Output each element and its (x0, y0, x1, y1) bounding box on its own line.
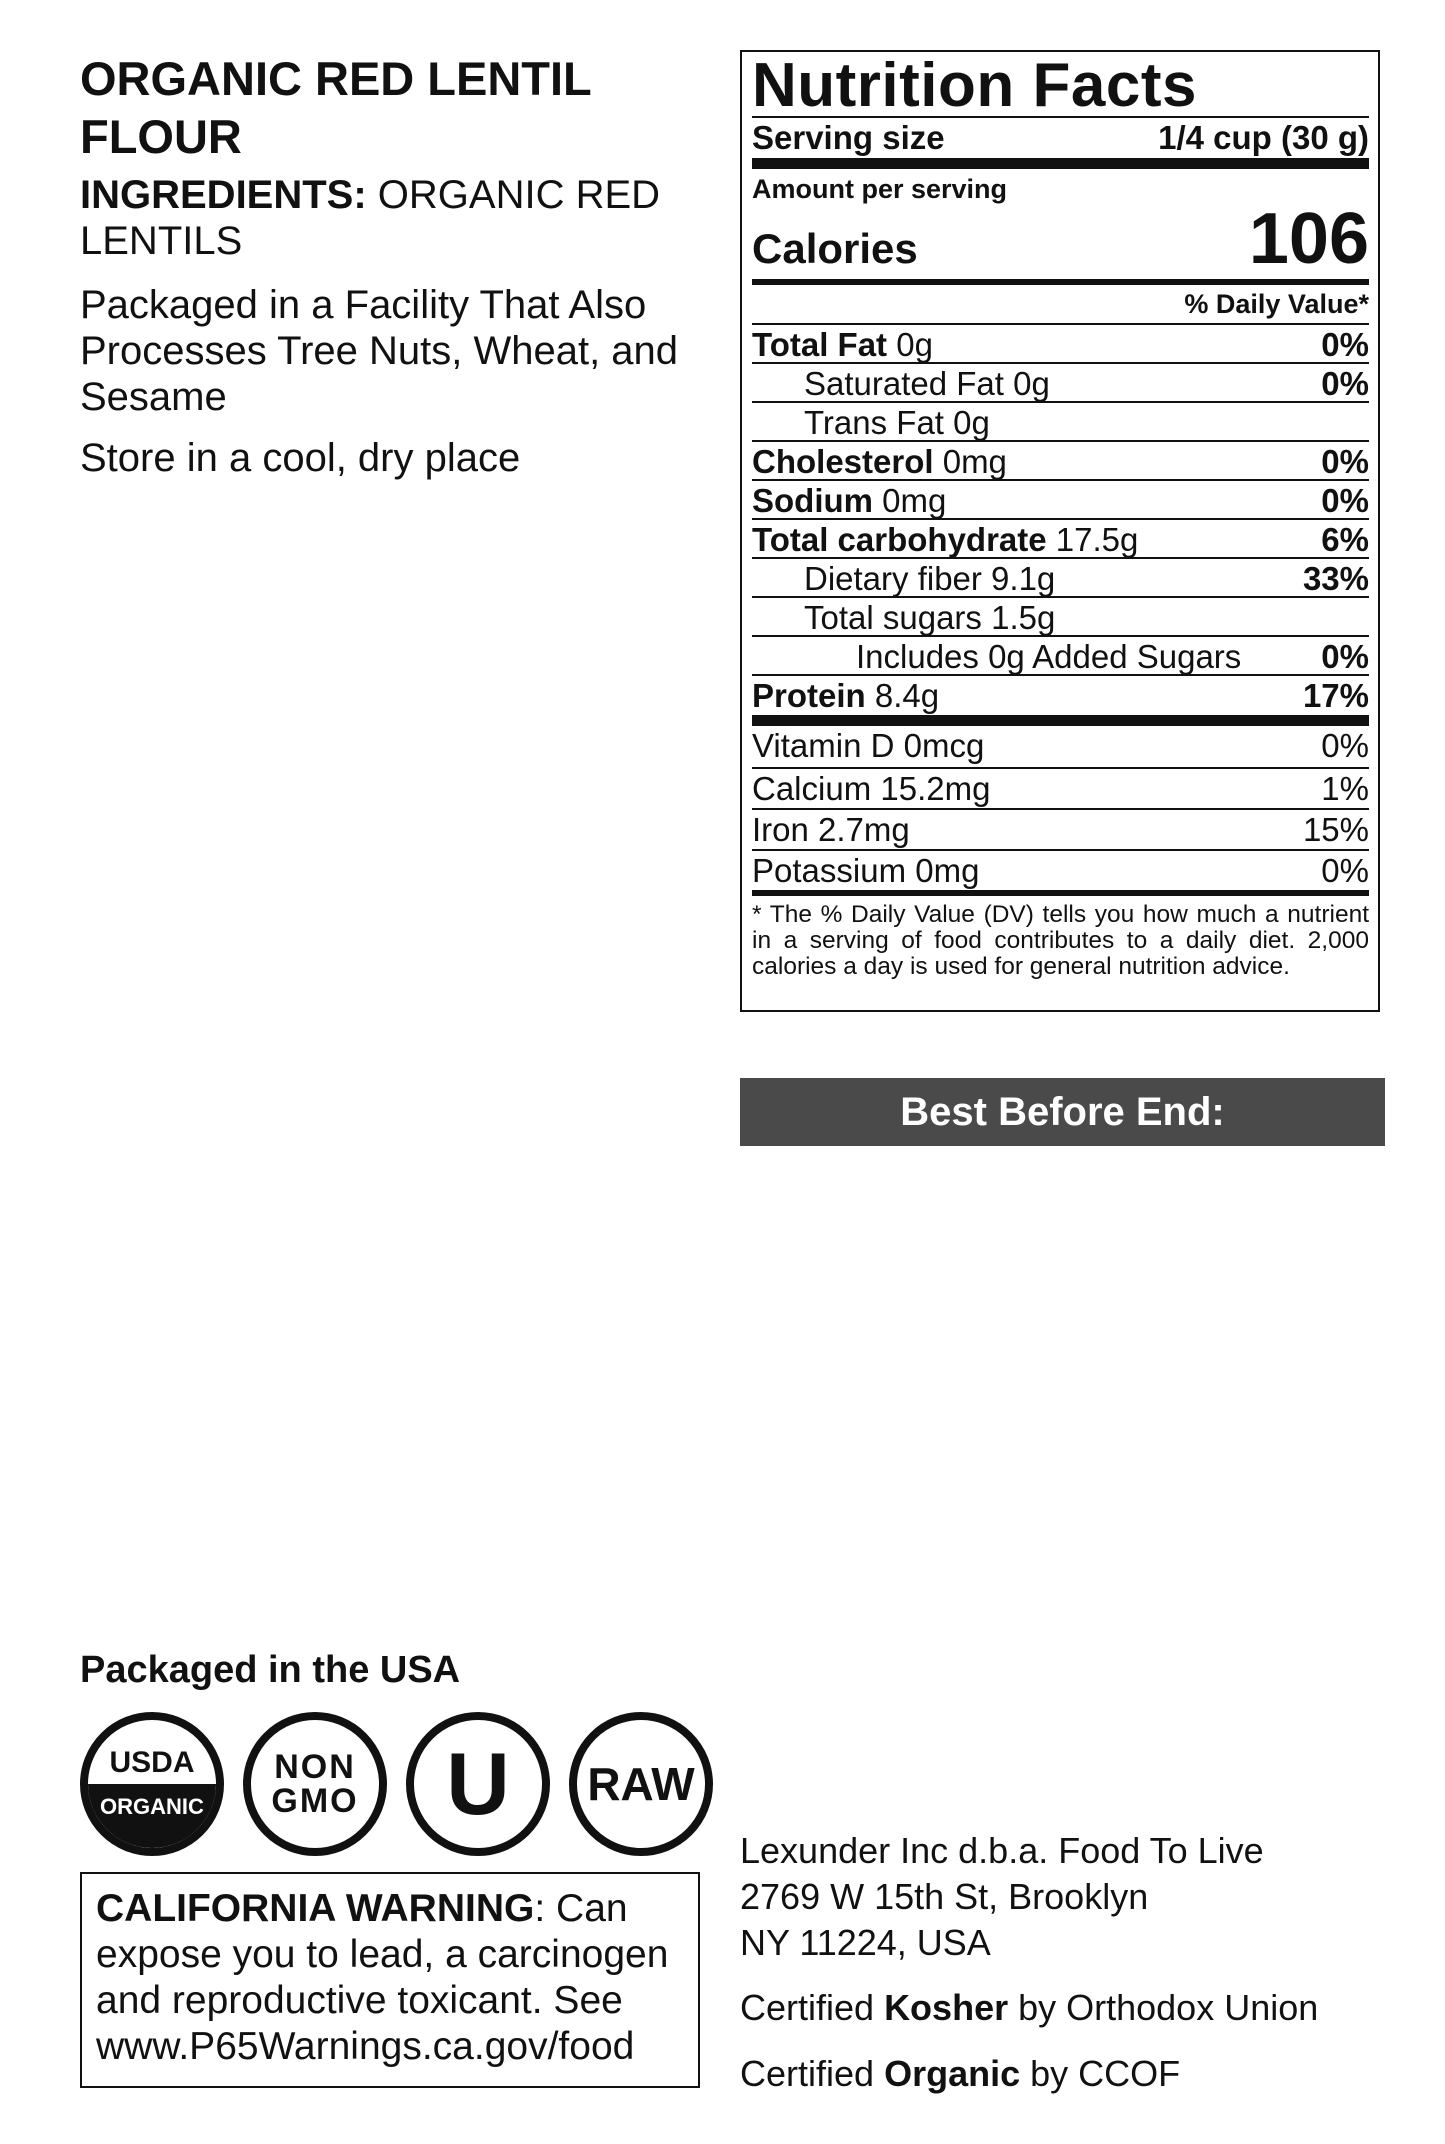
calories-value: 106 (1248, 199, 1369, 279)
vitamin-name: Iron 2.7mg (752, 811, 910, 848)
raw-icon (569, 1712, 713, 1856)
nutrient-amount: 0mg (873, 482, 947, 519)
nutrient-name: Saturated Fat 0g (804, 365, 1050, 402)
non-gmo-icon (243, 1712, 387, 1856)
vitamin-name: Calcium 15.2mg (752, 770, 991, 807)
nutrient-percent: 0% (1321, 482, 1369, 519)
company-street: 2769 W 15th St, Brooklyn (740, 1876, 1149, 1917)
organic-bold: Organic (884, 2053, 1021, 2094)
vitamin-row (752, 808, 1369, 849)
nutrient-name: Trans Fat 0g (804, 404, 990, 441)
company-city: NY 11224, USA (740, 1922, 991, 1963)
nutrient-percent: 17% (1302, 677, 1369, 714)
nutrient-row (752, 518, 1369, 557)
nutrient-name: Dietary fiber 9.1g (804, 560, 1056, 597)
ingredients-text: ORGANIC RED LENTILS (80, 173, 661, 263)
nutrient-percent: 0% (1321, 638, 1369, 675)
daily-value-footnote: * The % Daily Value (DV) tells you how much a nutrient in a serving of food contributes to a daily diet. 2,000 calories a day is used for general nutrition advice. (752, 901, 1369, 980)
vitamin-row (752, 767, 1369, 808)
nutrient-row (752, 401, 1369, 440)
kosher-prefix: Certified (740, 1987, 885, 2028)
company-name: Lexunder Inc d.b.a. Food To Live (740, 1830, 1264, 1871)
nutrient-row (752, 557, 1369, 596)
packaged-in-usa: Packaged in the USA (80, 1649, 461, 1691)
nutrition-facts-title: Nutrition Facts (752, 51, 1197, 120)
nutrient-name: Total Fat (752, 326, 888, 363)
nutrient-row (752, 635, 1369, 674)
organic-suffix: by CCOF (1020, 2053, 1181, 2094)
vitamin-percent: 1% (1321, 770, 1369, 807)
ingredients-statement (80, 172, 720, 264)
best-before-banner: Best Before End: (740, 1078, 1385, 1146)
vitamins-list (752, 726, 1369, 890)
allergen-statement: Packaged in a Facility That Also Processes Tree Nuts, Wheat, and Sesame (80, 283, 679, 419)
kosher-certification (740, 1985, 1318, 2031)
nutrient-amount: 8.4g (865, 677, 940, 714)
vitamin-name: Potassium 0mg (752, 852, 980, 889)
ca-warning-text: : Can expose you to lead, a carcinogen and reproductive toxicant. See www.P65Warnings.ca.gov/food (96, 1887, 669, 2068)
usda-organic-icon (80, 1712, 224, 1856)
vitamin-percent: 0% (1321, 852, 1369, 889)
nutrient-row (752, 479, 1369, 518)
kosher-bold: Kosher (884, 1987, 1009, 2028)
organic-certification (740, 2051, 1180, 2097)
nutrient-name: Includes 0g Added Sugars (856, 638, 1242, 675)
california-warning-box (80, 1872, 700, 2088)
calories-label: Calories (752, 225, 918, 272)
product-title: ORGANIC RED LENTIL FLOUR (80, 52, 591, 163)
calories-row (752, 199, 1369, 279)
nutrient-percent: 0% (1321, 443, 1369, 480)
usda-text: USDA (109, 1746, 195, 1779)
nutrient-percent: 6% (1321, 521, 1369, 558)
nutrient-amount: 17.5g (1046, 521, 1139, 558)
nutrient-amount: 0mg (933, 443, 1007, 480)
kosher-suffix: by Orthodox Union (1008, 1987, 1319, 2028)
vitamin-name: Vitamin D 0mcg (752, 727, 985, 764)
kosher-u-icon (406, 1712, 550, 1856)
nutrition-facts-panel (740, 50, 1380, 1012)
nutrient-name: Protein (752, 677, 866, 714)
vitamin-percent: 15% (1302, 811, 1369, 848)
nutrient-name: Cholesterol (752, 443, 934, 480)
non-gmo-line2: GMO (271, 1782, 359, 1820)
ca-warning-label: CALIFORNIA WARNING (96, 1887, 535, 1930)
daily-value-header: % Daily Value* (1184, 289, 1369, 319)
company-address (740, 1828, 1400, 1966)
vitamin-percent: 0% (1321, 727, 1369, 764)
nutrient-percent: 0% (1321, 326, 1369, 363)
storage-instructions: Store in a cool, dry place (80, 436, 521, 480)
kosher-u-letter: U (446, 1734, 510, 1833)
serving-size-value: 1/4 cup (30 g) (1158, 119, 1369, 156)
nutrient-amount: 0g (887, 326, 933, 363)
organic-prefix: Certified (740, 2053, 885, 2094)
nutrient-name: Total carbohydrate (752, 521, 1047, 558)
raw-text: RAW (587, 1758, 695, 1810)
nutrient-row (752, 440, 1369, 479)
vitamin-row (752, 726, 1369, 767)
nutrient-percent: 0% (1321, 365, 1369, 402)
non-gmo-line1: NON (274, 1748, 356, 1786)
vitamin-row (752, 849, 1369, 890)
nutrient-row (752, 596, 1369, 635)
nutrient-name: Sodium (752, 482, 873, 519)
amount-per-serving: Amount per serving (752, 174, 1008, 204)
serving-size-row (752, 118, 1369, 158)
nutrient-row (752, 674, 1369, 713)
usda-organic-text: ORGANIC (88, 1784, 216, 1848)
nutrient-percent: 33% (1302, 560, 1369, 597)
ingredients-label: INGREDIENTS: (80, 173, 367, 217)
nutrient-name: Total sugars 1.5g (804, 599, 1056, 636)
nutrient-row (752, 323, 1369, 362)
serving-size-label: Serving size (752, 119, 945, 156)
nutrient-row (752, 362, 1369, 401)
